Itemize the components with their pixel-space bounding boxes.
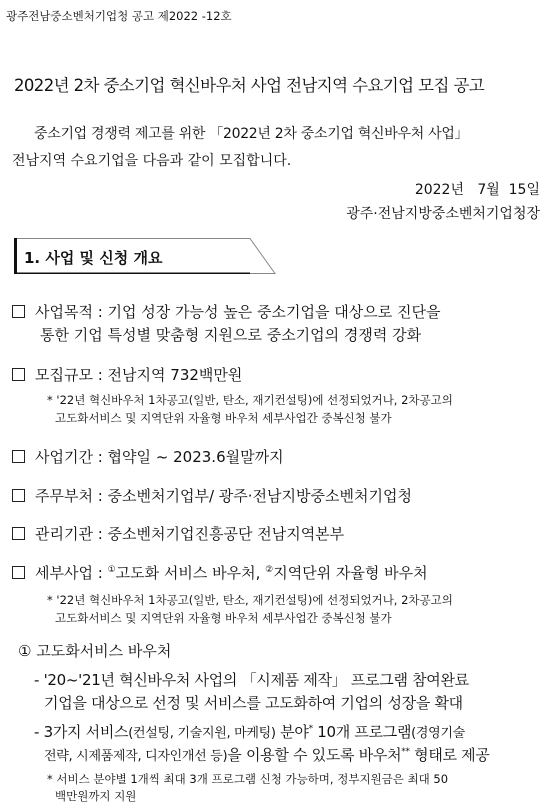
- sub-1-desc-1-line-1: - '20~'21년 혁신바우처 사업의 「시제품 제작」 프로그램 참여완료: [34, 671, 469, 689]
- item-detail: [12, 562, 428, 583]
- purpose-line-1: 사업목적 : 기업 성장 가능성 높은 중소기업을 대상으로 진단을: [35, 303, 441, 321]
- checkbox-square-icon: [12, 489, 25, 502]
- desc-2-part-b: (컨설팅, 기술지원, 마케팅): [128, 726, 276, 741]
- agency-text: 관리기관 : 중소벤처기업진흥공단 전남지역본부: [35, 525, 345, 543]
- desc-2-line-2-part-a: 전략, 시제품제작, 디자인개선 등): [44, 749, 228, 764]
- footnote-mark-double: **: [401, 747, 410, 757]
- detail-part-2: 지역단위 자율형 바우처: [273, 564, 428, 582]
- desc-2-part-d: 10개 프로그램: [312, 723, 412, 741]
- period-text: 사업기간 : 협약일 ~ 2023.6월말까지: [35, 448, 284, 466]
- desc-2-part-c: 분야: [275, 723, 309, 741]
- item-period: [12, 446, 284, 467]
- circled-one-mark: ①: [107, 565, 116, 575]
- item-ministry: [12, 485, 412, 506]
- ministry-text: 주무부처 : 중소벤처기업부/ 광주·전남지방중소벤처기업청: [35, 487, 412, 505]
- scale-text: 모집규모 : 전남지역 732백만원: [35, 366, 243, 384]
- note-1-line-2: 고도화서비스 및 지역단위 자율형 바우처 세부사업간 중복신청 불가: [55, 411, 392, 425]
- note-2-line-2: 고도화서비스 및 지역단위 자율형 바우처 세부사업간 중복신청 불가: [55, 611, 392, 625]
- notice-date: 2022년 7월 15일: [414, 182, 540, 198]
- detail-part-1: 고도화 서비스 바우처,: [115, 564, 266, 582]
- document-title: 2022년 2차 중소기업 혁신바우처 사업 전남지역 수요기업 모집 공고: [14, 76, 485, 95]
- section-1-heading: [14, 238, 276, 274]
- item-agency: [12, 523, 344, 544]
- issuer: 광주·전남지방중소벤처기업청장: [346, 206, 540, 222]
- note-3-line-2: 백만원까지 지원: [55, 789, 137, 803]
- sub-1-desc-2-line-2: [44, 744, 490, 765]
- desc-2-line-2-part-b: 을 이용할 수 있도록 바우처: [227, 746, 402, 764]
- desc-2-line-2-part-c: 형태로 제공: [409, 746, 490, 764]
- note-1-line-1: * '22년 혁신바우처 1차공고(일반, 탄소, 재기컨설팅)에 선정되었거나, 2차공고의: [47, 393, 453, 407]
- note-3-line-1: * 서비스 분야별 1개씩 최대 3개 프로그램 신청 가능하며, 정부지원금은 최대 50: [47, 772, 449, 786]
- detail-prefix: 세부사업 :: [35, 564, 108, 582]
- sub-1-desc-2-line-1: [34, 721, 465, 742]
- intro-line-2: 전남지역 수요기업을 다음과 같이 모집합니다.: [12, 153, 292, 169]
- note-2-line-1: * '22년 혁신바우처 1차공고(일반, 탄소, 재기컨설팅)에 선정되었거나, 2차공고의: [47, 593, 453, 607]
- purpose-line-2: 통한 기업 특성별 맞춤형 지원으로 중소기업의 경쟁력 강화: [40, 326, 422, 344]
- desc-2-part-e: (경영기술: [411, 726, 465, 741]
- checkbox-square-icon: [12, 368, 25, 381]
- item-scale: [12, 364, 242, 385]
- footnote-mark: *: [308, 724, 313, 734]
- sub-1-desc-1-line-2: 기업을 대상으로 선정 및 서비스를 고도화하여 기업의 성장을 확대: [44, 694, 463, 712]
- checkbox-square-icon: [12, 305, 25, 318]
- desc-2-part-a: - 3가지 서비스: [34, 723, 129, 741]
- checkbox-square-icon: [12, 450, 25, 463]
- item-purpose: [12, 301, 440, 322]
- circled-two-mark: ②: [265, 565, 274, 575]
- section-1-title: 1. 사업 및 신청 개요: [24, 249, 163, 267]
- checkbox-square-icon: [12, 527, 25, 540]
- checkbox-square-icon: [12, 566, 25, 579]
- notice-number: 광주전남중소벤처기업청 공고 제2022 -12호: [6, 9, 232, 23]
- sub-1-title: ① 고도화서비스 바우처: [18, 642, 172, 660]
- intro-line-1: 중소기업 경쟁력 제고를 위한 「2022년 2차 중소기업 혁신바우처 사업」: [34, 126, 469, 142]
